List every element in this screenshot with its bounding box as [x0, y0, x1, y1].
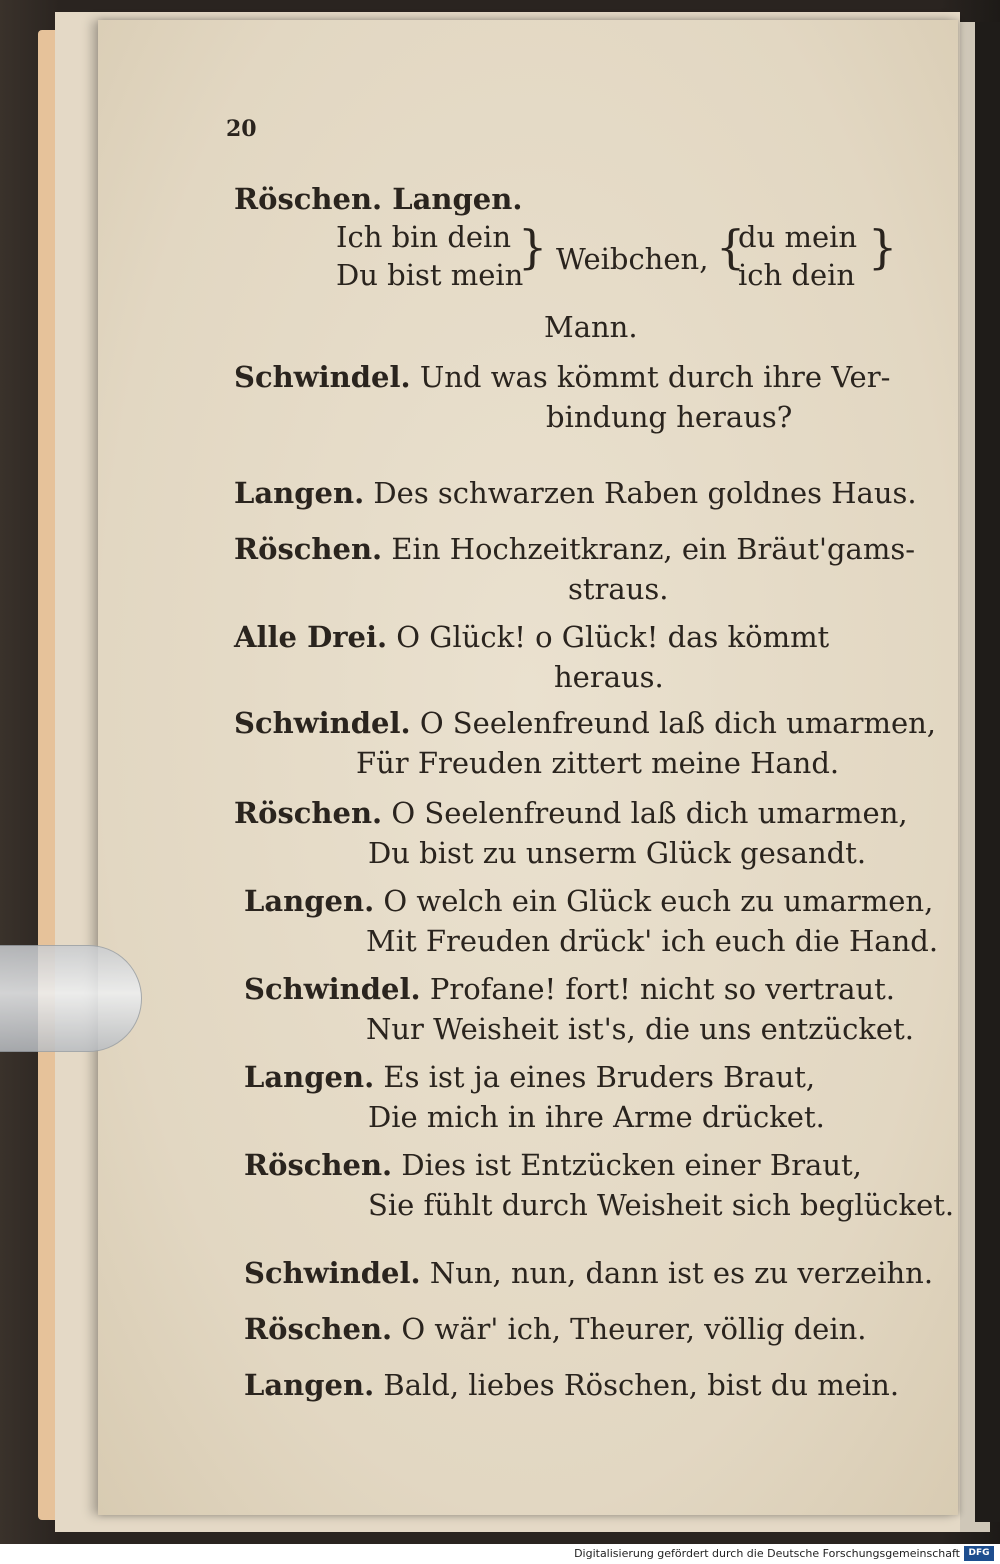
brace-left: }: [518, 220, 548, 274]
book-edge: [975, 22, 1000, 1522]
line-text: O Seelenfreund laß dich umarmen,: [391, 796, 908, 830]
duet-middle: Weibchen,: [556, 242, 709, 276]
dialogue-line: [234, 706, 936, 740]
dfg-logo: DFG: [964, 1546, 994, 1561]
dialogue-line: [244, 884, 933, 918]
line-text: O Glück! o Glück! das kömmt: [396, 620, 830, 654]
line-text: O welch ein Glück euch zu umarmen,: [383, 884, 934, 918]
dialogue-line: [234, 532, 915, 566]
duet-speakers: Röschen. Langen.: [234, 182, 523, 216]
speaker-name: Schwindel.: [244, 972, 421, 1006]
line-continuation: bindung heraus?: [546, 400, 793, 434]
line-text: Ein Hochzeitkranz, ein Bräut'gams-: [391, 532, 916, 566]
speaker-name: Langen.: [234, 476, 365, 510]
line-text: Bald, liebes Röschen, bist du mein.: [383, 1368, 900, 1402]
speaker-name: Röschen.: [234, 796, 383, 830]
line-continuation: Sie fühlt durch Weisheit sich beglücket.: [368, 1188, 955, 1222]
line-text: O Seelenfreund laß dich umarmen,: [419, 706, 937, 740]
line-continuation: Du bist zu unserm Glück gesandt.: [368, 836, 867, 870]
duet-right-b: ich dein: [738, 258, 856, 292]
speaker-name: Alle Drei.: [234, 620, 388, 654]
duet-right-a: du mein: [738, 220, 858, 254]
dialogue-line: [234, 360, 890, 394]
duet-left-a: Ich bin dein: [336, 220, 512, 254]
line-continuation: straus.: [568, 572, 669, 606]
footer-credit: Digitalisierung gefördert durch die Deutsche Forschungsgemeinschaft: [574, 1547, 960, 1560]
line-text: Nun, nun, dann ist es zu verzeihn.: [429, 1256, 934, 1290]
dialogue-line: [234, 476, 917, 510]
line-text: O wär' ich, Theurer, völlig dein.: [401, 1312, 867, 1346]
dialogue-line: [234, 620, 829, 654]
page-number: 20: [226, 116, 257, 142]
brace-right-open: {: [716, 220, 746, 274]
dialogue-line: [244, 972, 895, 1006]
dialogue-line: [244, 1148, 862, 1182]
line-text: Profane! fort! nicht so vertraut.: [429, 972, 896, 1006]
speaker-name: Röschen.: [234, 532, 383, 566]
line-text: Und was kömmt durch ihre Ver-: [419, 360, 891, 394]
dialogue-line: [244, 1256, 933, 1290]
page-clip: [0, 945, 142, 1052]
line-text: Es ist ja eines Bruders Braut,: [383, 1060, 816, 1094]
line-text: Des schwarzen Raben goldnes Haus.: [373, 476, 917, 510]
dialogue-line: [244, 1312, 867, 1346]
line-continuation: Mit Freuden drück' ich euch die Hand.: [366, 924, 939, 958]
speaker-name: Schwindel.: [234, 360, 411, 394]
speaker-name: Röschen.: [244, 1148, 393, 1182]
duet-end: Mann.: [544, 310, 638, 344]
line-text: Dies ist Entzücken einer Braut,: [401, 1148, 862, 1182]
line-continuation: Für Freuden zittert meine Hand.: [356, 746, 840, 780]
book-page: [98, 20, 958, 1515]
line-continuation: heraus.: [554, 660, 664, 694]
speaker-name: Schwindel.: [234, 706, 411, 740]
speaker-name: Langen.: [244, 1368, 375, 1402]
duet-left-b: Du bist mein: [336, 258, 524, 292]
dialogue-line: [244, 1368, 899, 1402]
speaker-name: Langen.: [244, 884, 375, 918]
line-continuation: Die mich in ihre Arme drücket.: [368, 1100, 825, 1134]
speaker-name: Röschen.: [244, 1312, 393, 1346]
speaker-name: Langen.: [244, 1060, 375, 1094]
dialogue-line: [244, 1060, 815, 1094]
line-continuation: Nur Weisheit ist's, die uns entzücket.: [366, 1012, 914, 1046]
speaker-name: Schwindel.: [244, 1256, 421, 1290]
brace-right-close: }: [868, 220, 898, 274]
dialogue-line: [234, 796, 908, 830]
